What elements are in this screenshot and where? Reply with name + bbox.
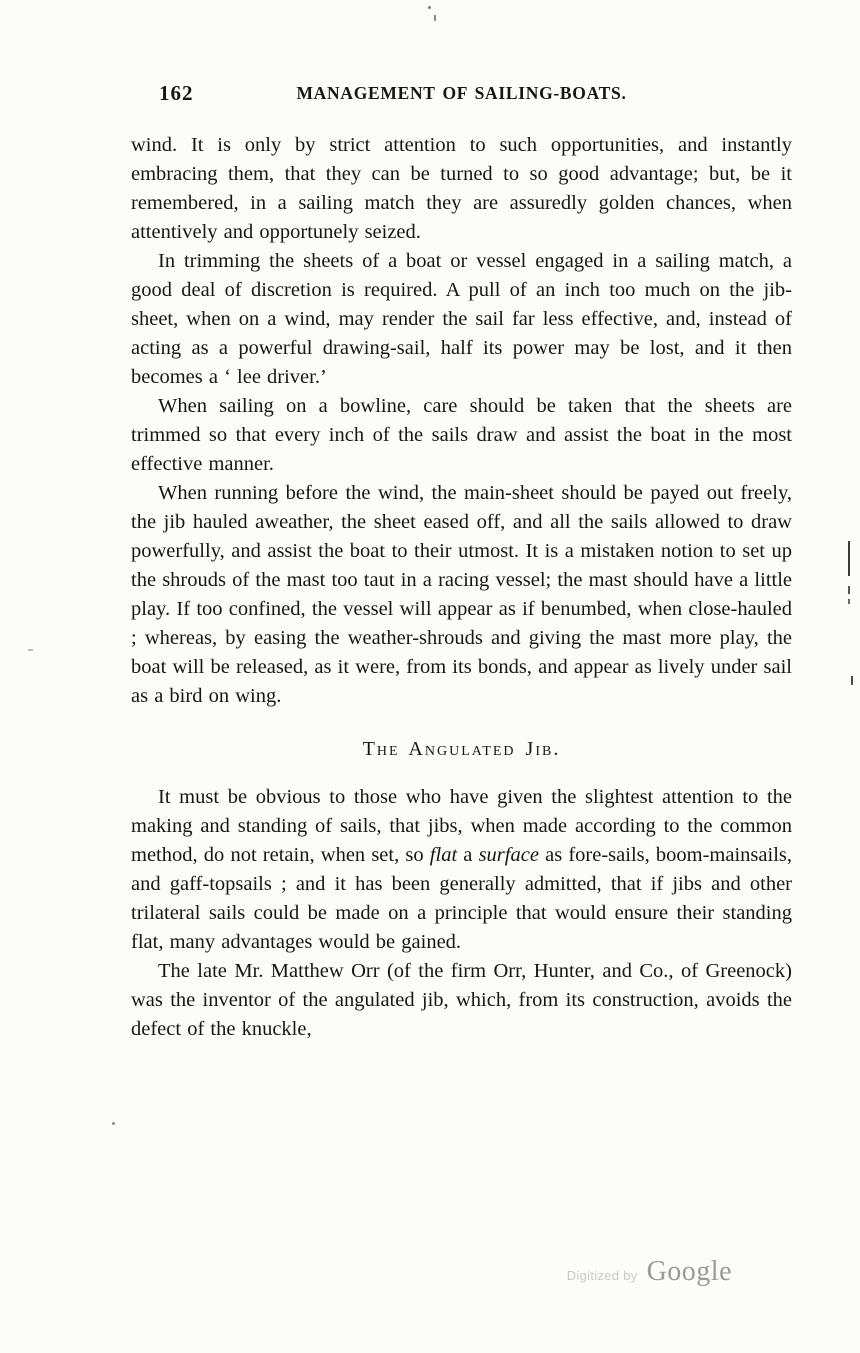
italic-text: surface — [478, 844, 539, 866]
body-text: The late Mr. Matthew Orr (of the firm Orr, Hunter, and Co., of Greenock) was the inventor of the angulated jib, which, from its construction, avoids the defect of the knuckle, — [131, 960, 792, 1040]
paragraph — [131, 392, 792, 479]
scan-artifact — [434, 15, 436, 21]
body-text: When running before the wind, the main-sheet should be payed out freely, the jib hauled aweather, the sheet eased off, and all the sails allowed to draw powerfully, and assist the boat to their utmost. It is a mistaken notion to set up the shrouds of the mast too taut in a racing vessel; the mast should have a little play. If too confined, the vessel will appear as if benumbed, when close-hauled ; whereas, by easing the weather-shrouds and giving the mast more play, the boat will be released, as it were, from its bonds, and appear as lively under sail as a bird on wing. — [131, 482, 792, 707]
scan-artifact — [851, 676, 853, 685]
page-header — [131, 80, 792, 114]
italic-text: flat — [429, 844, 458, 866]
scan-artifact — [112, 1122, 115, 1125]
paragraph — [131, 783, 792, 957]
scan-artifact — [28, 649, 33, 651]
body-text: a — [457, 844, 479, 866]
page-number: 162 — [159, 81, 194, 105]
page-content — [131, 80, 792, 1044]
google-logo: Google — [646, 1256, 732, 1287]
watermark-prefix: Digitized by — [566, 1268, 638, 1283]
body-text: In trimming the sheets of a boat or vessel engaged in a sailing match, a good deal of discretion is required. A pull of an inch too much on the jib-sheet, when on a wind, may render the sail far less effective, and, instead of acting as a powerful drawing-sail, half its power may be lost, and it then becomes a ‘ lee driver.’ — [131, 250, 792, 388]
running-title: MANAGEMENT OF SAILING-BOATS. — [296, 83, 627, 103]
text-block — [131, 131, 792, 1044]
body-text: It must be obvious to those who have given the slightest attention to the making and standing of sails, that jibs, when made according to the common method, do not retain, when set, so — [131, 786, 792, 866]
scan-artifact — [848, 586, 850, 594]
scan-artifact — [848, 541, 850, 576]
body-text: wind. It is only by strict attention to such opportunities, and instantly embracing them, that they can be turned to so good advantage; but, be it remembered, in a sailing match they are assuredly golden chances, when attentively and opportunely seized. — [131, 134, 792, 243]
paragraph — [131, 479, 792, 711]
paragraph — [131, 131, 792, 247]
section-heading: The Angulated Jib. — [362, 738, 561, 760]
body-text: When sailing on a bowline, care should be taken that the sheets are trimmed so that every inch of the sails draw and assist the boat in the most effective manner. — [131, 395, 792, 475]
scan-artifact — [848, 599, 850, 604]
digitization-watermark — [567, 1256, 732, 1288]
paragraph — [131, 247, 792, 392]
body-text: as fore-sails, boom-mainsails, and gaff-topsails ; and it has been generally admitted, that if jibs and other trilateral sails could be made on a principle that would ensure their standing flat, many advantages would be gained. — [131, 844, 792, 953]
scan-artifact — [428, 6, 431, 9]
paragraph — [131, 957, 792, 1044]
